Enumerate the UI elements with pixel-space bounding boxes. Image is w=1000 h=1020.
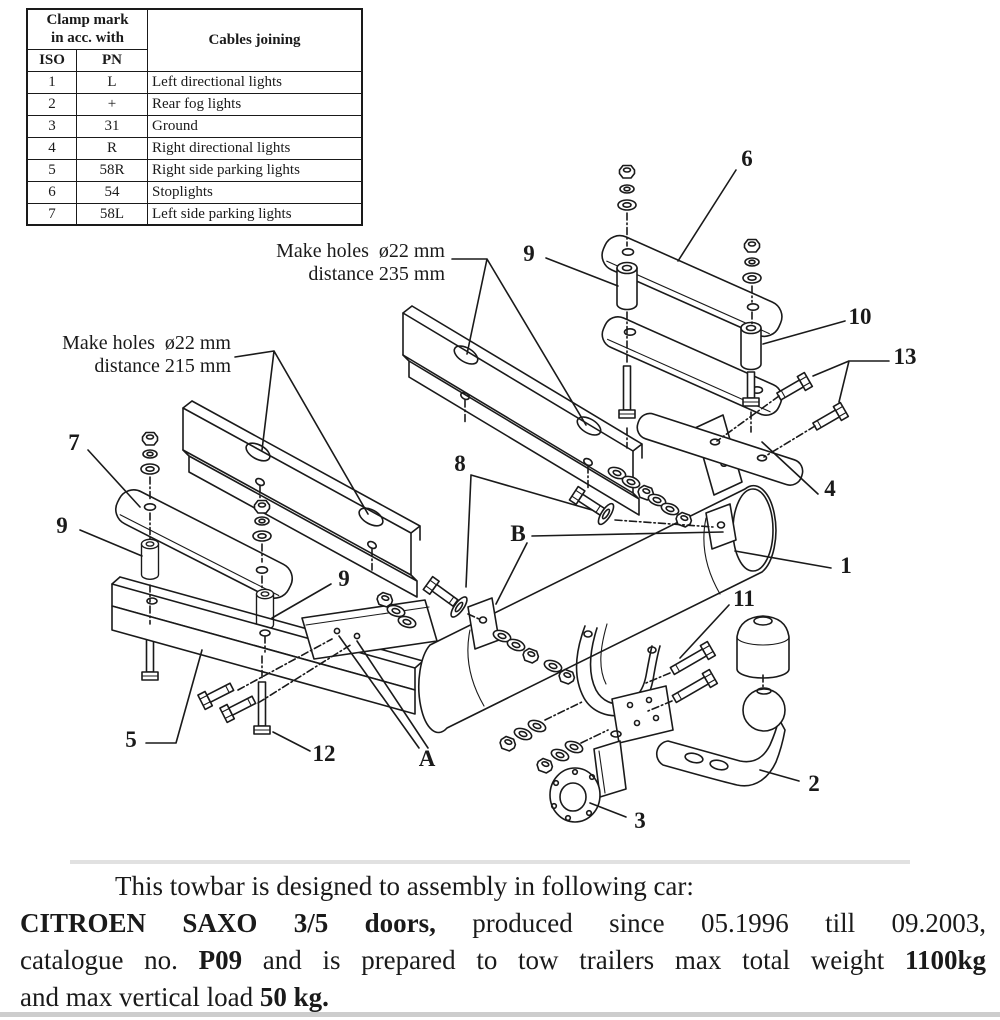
channel-bolt-b xyxy=(220,693,258,723)
footer-line-2: CITROEN SAXO 3/5 doors, produced since 05.1996 till 09.2003, xyxy=(20,908,986,938)
part-label-9b: 9 xyxy=(56,513,68,538)
bolt-stack-left xyxy=(618,166,636,211)
part-label-3: 3 xyxy=(634,808,646,833)
annotation-holes-235: Make holes ø22 mm distance 235 mm xyxy=(276,240,445,285)
part-label-7: 7 xyxy=(68,430,80,455)
part-label-1: 1 xyxy=(840,553,852,578)
tab-b-upper xyxy=(706,504,736,549)
part-label-13: 13 xyxy=(893,344,917,369)
table-row: 1 L Left directional lights xyxy=(27,71,362,93)
hardware-chain-5 xyxy=(499,718,548,752)
bolt-13a xyxy=(775,373,812,404)
footer-intro-line: This towbar is designed to assembly in following car: xyxy=(115,871,694,901)
annotation-holes-215: Make holes ø22 mm distance 215 mm xyxy=(62,332,231,377)
table-row: 3 31 Ground xyxy=(27,115,362,137)
ball-cover xyxy=(737,616,789,678)
bolt-stack-plate7-right xyxy=(253,501,271,542)
bolt-stack-plate7-left xyxy=(141,433,159,475)
part-label-10: 10 xyxy=(848,304,872,329)
channel-bolt-a xyxy=(198,680,236,710)
footer-description xyxy=(20,868,986,1016)
part-label-4: 4 xyxy=(824,476,836,501)
bolt-8-left xyxy=(423,577,469,620)
part-label-a: A xyxy=(418,746,436,771)
part-label-5: 5 xyxy=(125,727,137,752)
table-row: 5 58R Right side parking lights xyxy=(27,159,362,181)
part-label-2: 2 xyxy=(808,771,820,796)
bolt-8-right xyxy=(569,487,616,527)
bolt-12 xyxy=(254,682,270,734)
footer-line-4: and max vertical load 50 kg. xyxy=(20,982,329,1012)
table-row: 2 + Rear fog lights xyxy=(27,93,362,115)
bracket-plate-a xyxy=(302,600,437,659)
part-label-b: B xyxy=(510,521,526,546)
bolt-11b xyxy=(670,670,717,706)
table-header-clamp: Clamp mark in acc. with xyxy=(27,9,148,49)
bolt-13b xyxy=(811,403,848,434)
part-label-8: 8 xyxy=(454,451,466,476)
spacer-10 xyxy=(741,323,761,370)
bolt-stack-right xyxy=(743,240,761,284)
table-row: 6 54 Stoplights xyxy=(27,181,362,203)
table-row: 4 R Right directional lights xyxy=(27,137,362,159)
table-header-cables: Cables joining xyxy=(148,9,363,71)
table-row: 7 58L Left side parking lights xyxy=(27,203,362,225)
long-bolt-top xyxy=(619,366,635,418)
part-label-6: 6 xyxy=(741,146,753,171)
table-header-pn: PN xyxy=(77,49,148,71)
plate-7 xyxy=(110,484,297,603)
part-label-11: 11 xyxy=(733,586,755,611)
spacer-9-mid xyxy=(257,589,274,629)
footer-line-3: catalogue no. P09 and is prepared to tow trailers max total weight 1100kg xyxy=(20,945,986,975)
table-header-iso: ISO xyxy=(27,49,77,71)
scan-artifact-band-top xyxy=(70,860,910,864)
part-label-9c: 9 xyxy=(338,566,350,591)
spacer-9-left xyxy=(142,539,159,579)
spacer-9-top xyxy=(617,263,637,310)
part-label-12: 12 xyxy=(312,741,336,766)
part-label-9a: 9 xyxy=(523,241,535,266)
